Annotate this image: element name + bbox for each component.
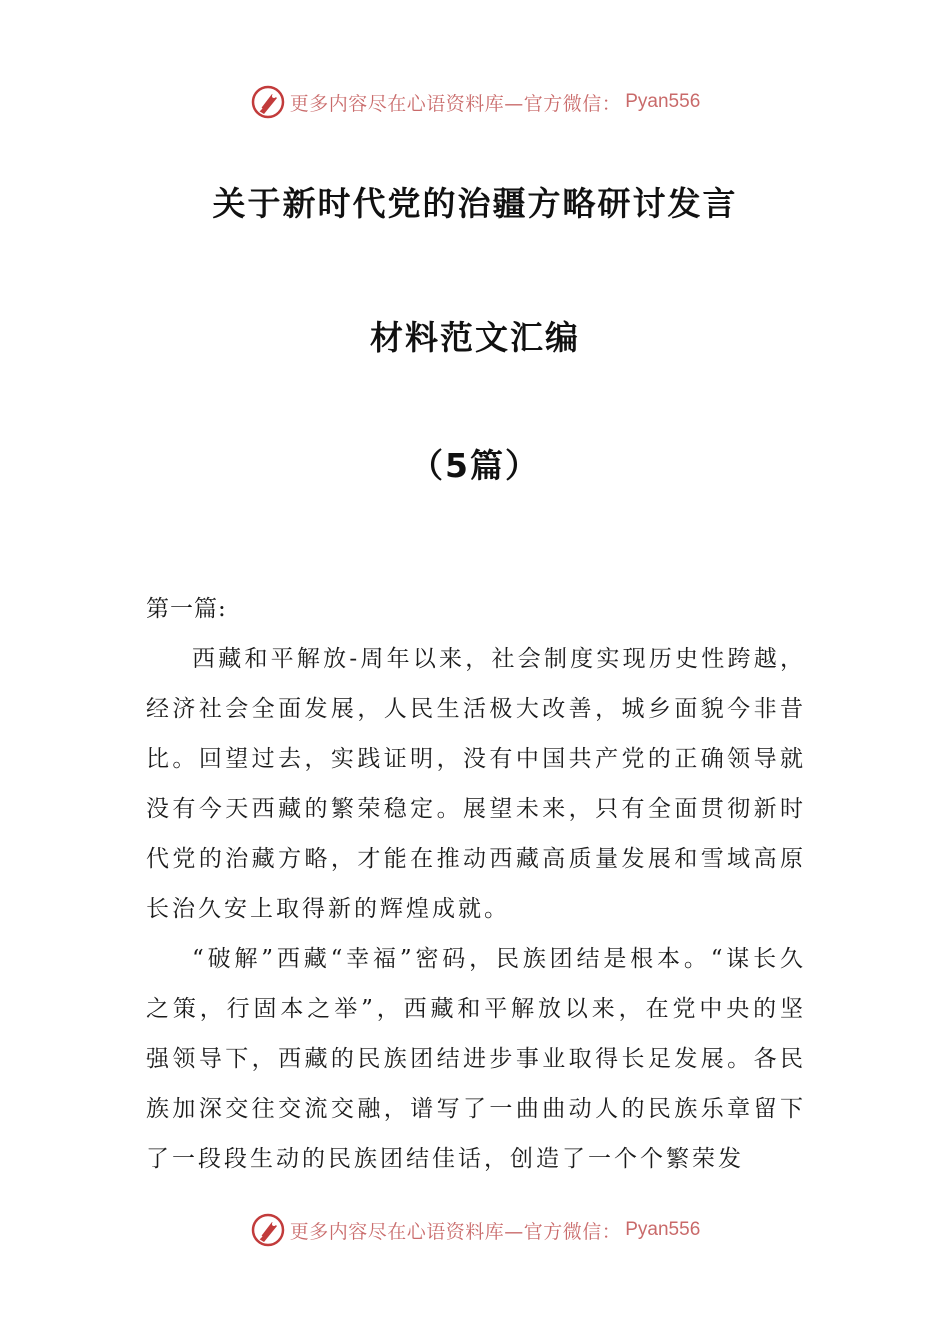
footer-watermark-banner: [0, 1210, 950, 1250]
document-body: [146, 584, 806, 1184]
paragraph: “破解”西藏“幸福”密码，民族团结是根本。“谋长久之策，行固本之举”，西藏和平解放以来，在党中央的坚强领导下，西藏的民族团结进步事业取得长足发展。各民族加深交往交流交融，谱写了一曲曲动人的民族乐章留下了一段段生动的民族团结佳话，创造了一个个繁荣发: [146, 946, 806, 1172]
document-title-count: （5篇）: [410, 446, 540, 485]
section-label: 第一篇:: [146, 596, 227, 622]
pen-nib-logo-icon: [250, 1212, 286, 1248]
header-watermark-banner: [0, 82, 950, 122]
banner-text: 更多内容尽在心语资料库—官方微信：: [289, 1220, 622, 1243]
paragraph: 西藏和平解放-周年以来，社会制度实现历史性跨越，经济社会全面发展，人民生活极大改善，城乡面貌今非昔比。回望过去，实践证明，没有中国共产党的正确领导就没有今天西藏的繁荣稳定。展望未来，只有全面贯彻新时代党的治藏方略，才能在推动西藏高质量发展和雪域高原长治久安上取得新的辉煌成就。: [146, 646, 806, 922]
wechat-id: Pyan556: [625, 91, 701, 112]
pen-nib-logo-icon: [250, 84, 286, 120]
wechat-id: Pyan556: [625, 1219, 701, 1240]
banner-text: 更多内容尽在心语资料库—官方微信：: [289, 92, 622, 115]
document-title-line-2: 材料范文汇编: [370, 318, 580, 357]
document-title-line-1: 关于新时代党的治疆方略研讨发言: [212, 184, 738, 223]
